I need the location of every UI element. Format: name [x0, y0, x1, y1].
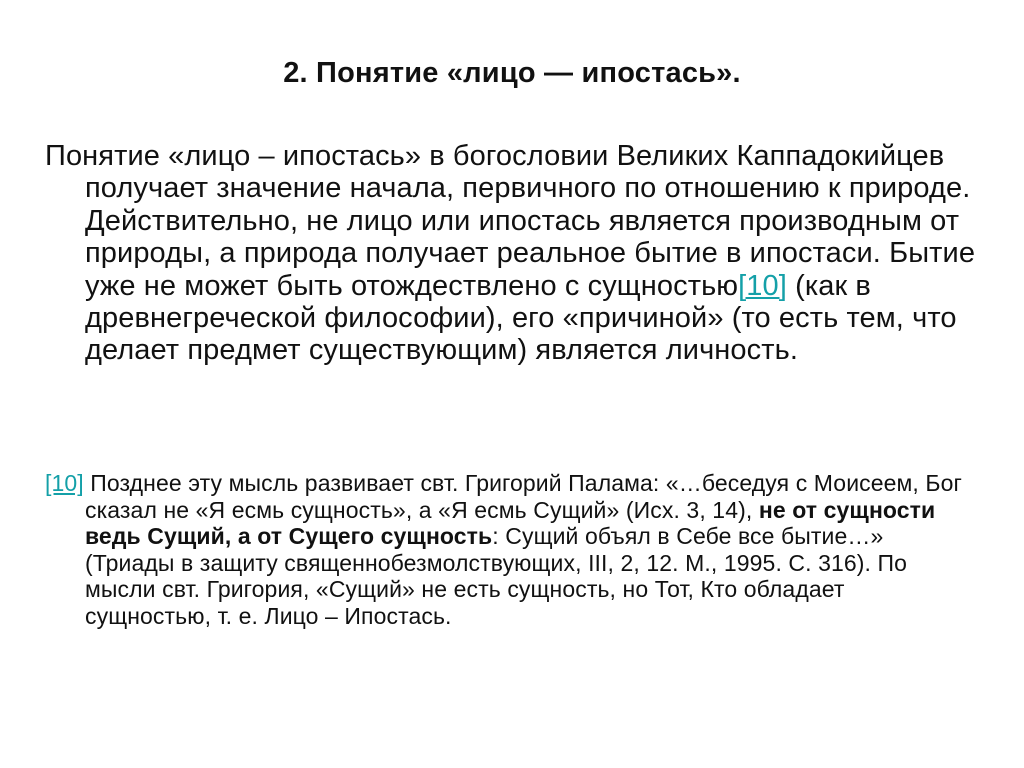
footnote-text-part2: : Сущий объял в Себе все бытие…» (Триады в защиту священнобезмолствующих, III, 2, 12. М., 1995. С. 316). По мысли свт. Григория, «Сущий» не есть сущность, но Тот, Кто обладает сущностью, т. е. Лицо – Ипостась. [85, 523, 908, 629]
footnote-text-part1: Позднее эту мысль развивает свт. Григорий Палама: «…беседуя с Моисеем, Бог сказал не «Я есмь сущность», а «Я есмь Сущий» (Исх. 3, 14), [83, 470, 962, 523]
footnote-bold-quote: не от сущности ведь Сущий, а от Сущего сущность [85, 496, 936, 550]
main-text-after-ref: (как в древнегреческой философии), его «причиной» (то есть тем, что делает предмет существующим) является личность. [85, 269, 957, 367]
main-paragraph [45, 140, 995, 367]
main-text-before-ref: Понятие «лицо – ипостась» в богословии Великих Каппадокийцев получает значение начала, первичного по отношению к природе. Действительно, не лицо или ипостась является производным от природы, а природа получает реальное бытие в ипостаси. Бытие уже не может быть отождествлено с сущностью [45, 140, 976, 302]
slide-title: 2. Понятие «лицо — ипостась». [283, 57, 741, 89]
footnote-ref-link[interactable]: [10] [738, 269, 787, 302]
footnote-backref-link[interactable]: [10] [45, 470, 84, 496]
footnote-paragraph [45, 470, 975, 630]
